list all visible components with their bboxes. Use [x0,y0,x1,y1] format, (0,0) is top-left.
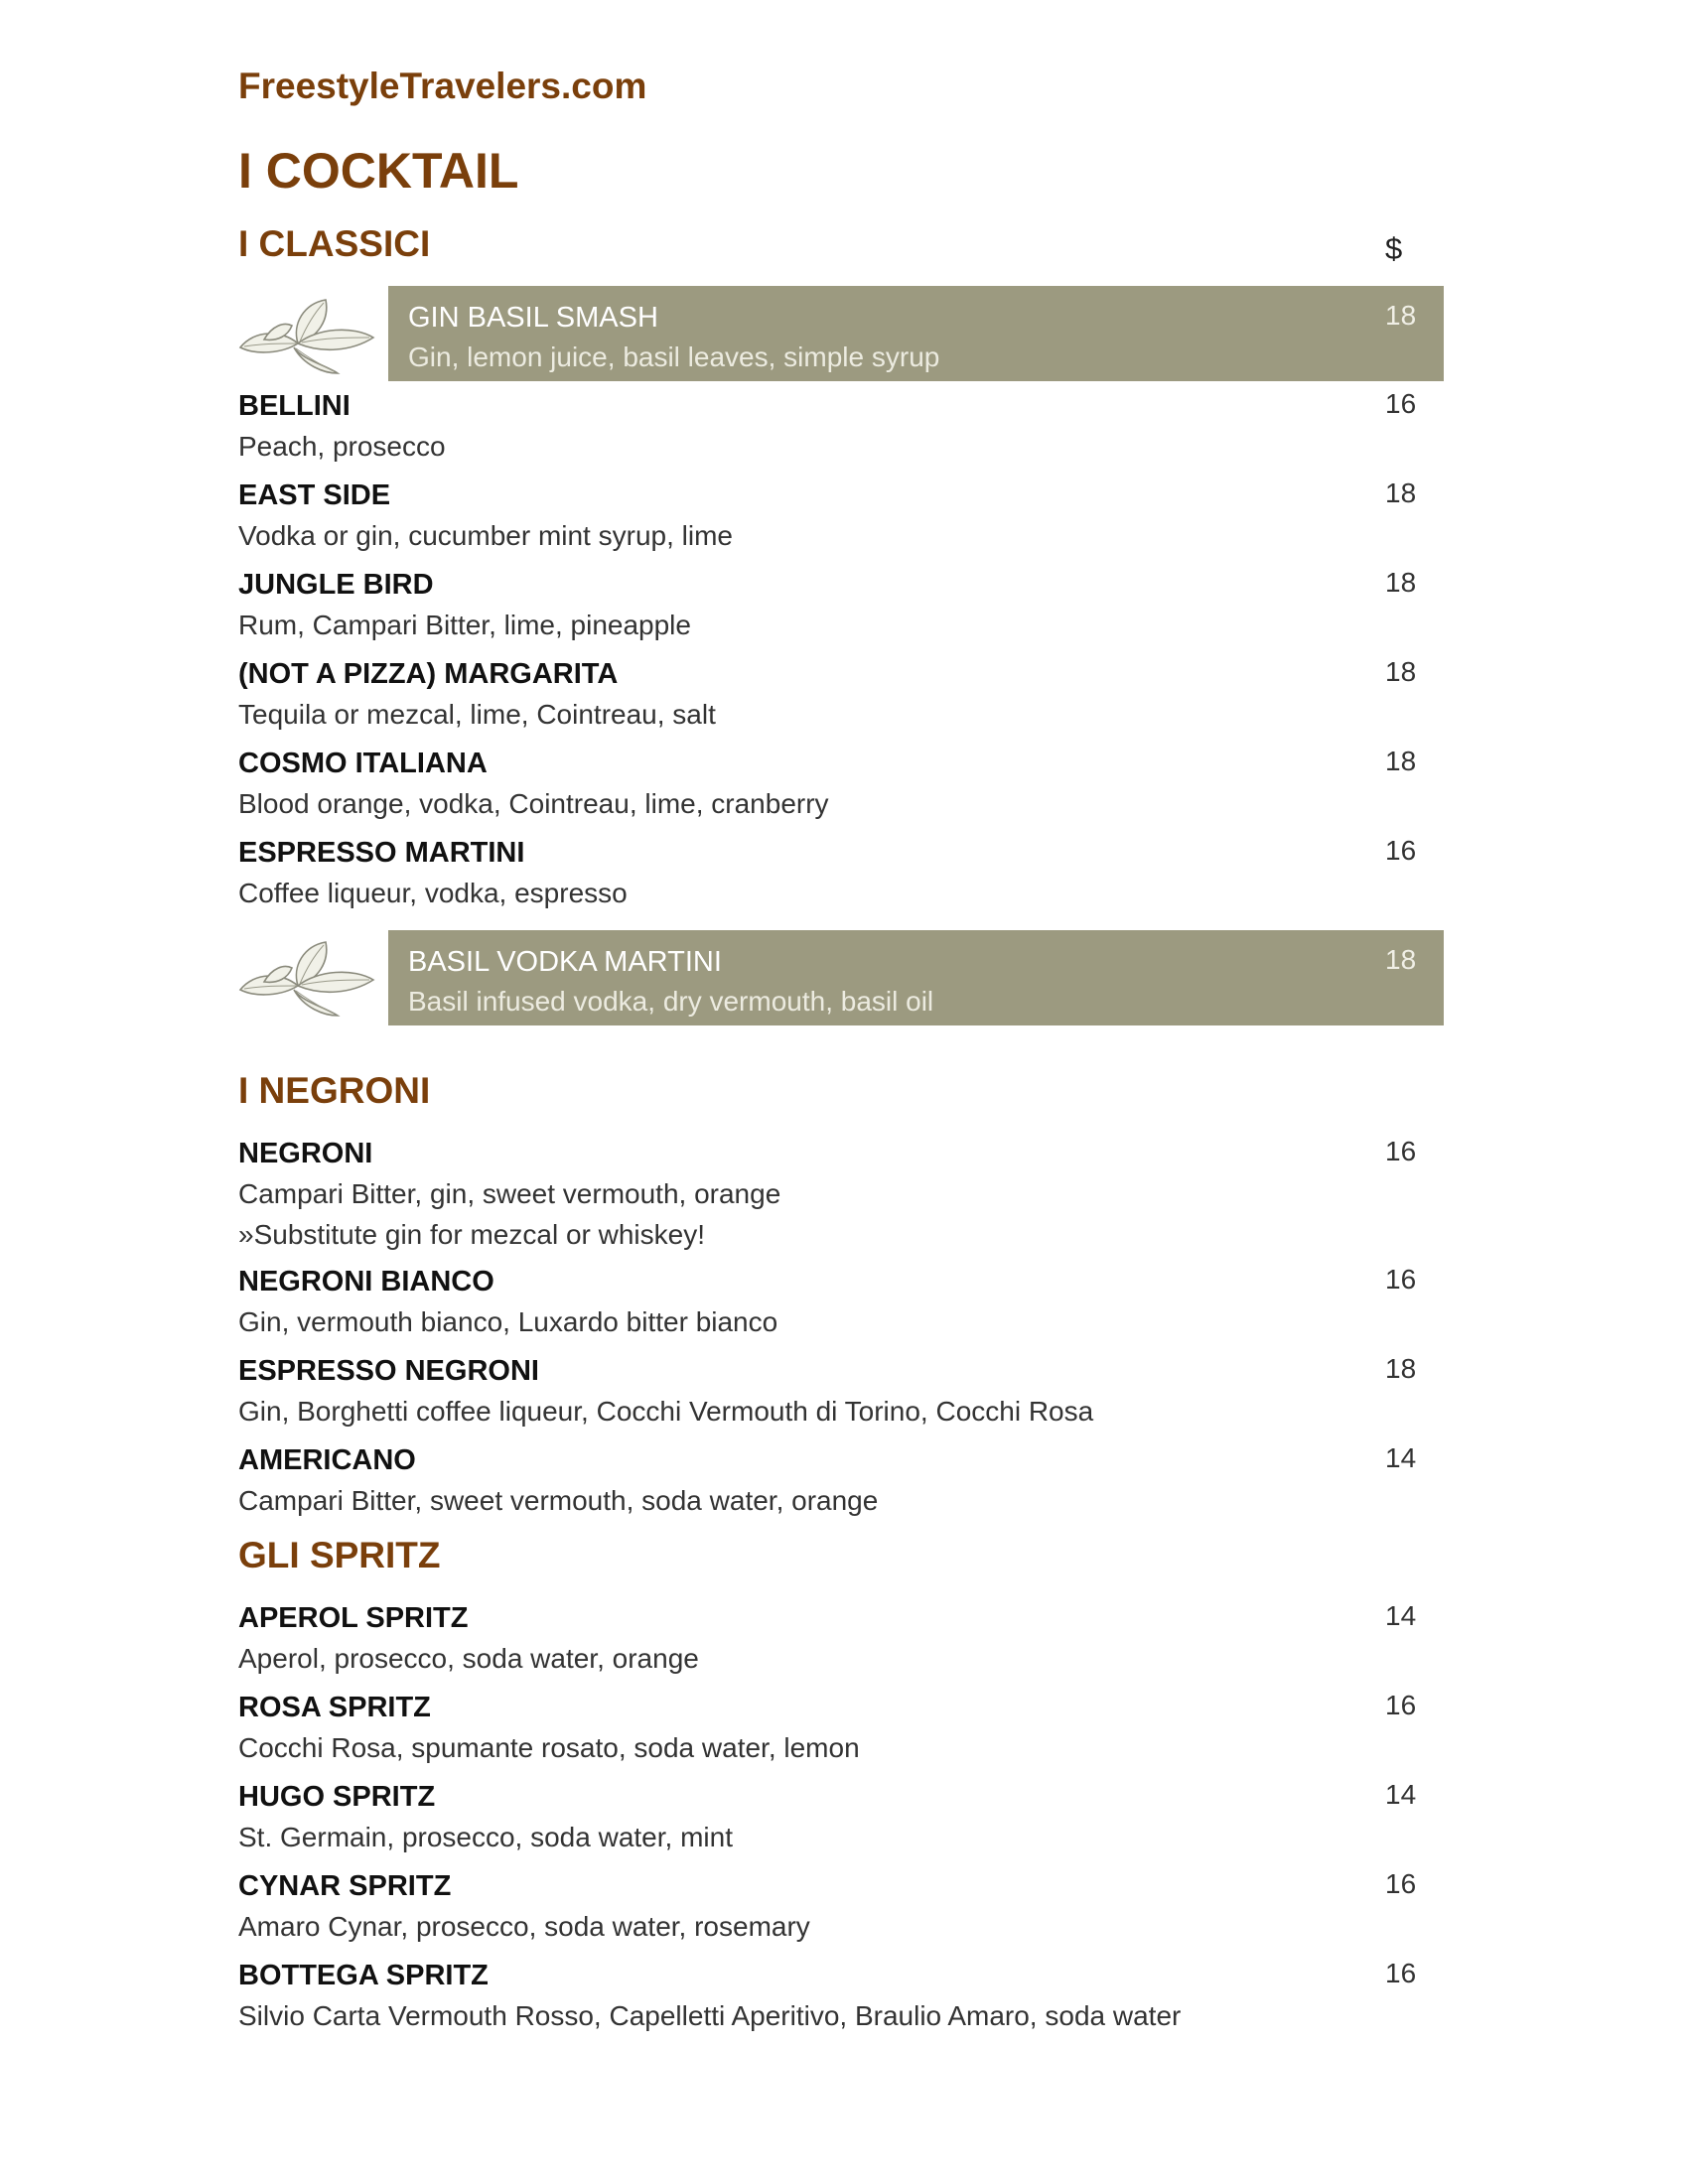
menu-item [238,656,1417,742]
item-description: Aperol, prosecco, soda water, orange [238,1643,699,1674]
item-price: 16 [1385,1868,1417,1899]
item-name: JUNGLE BIRD [238,569,434,601]
item-description: Cocchi Rosa, spumante rosato, soda water, lemon [238,1732,860,1763]
item-name: (NOT A PIZZA) MARGARITA [238,658,619,690]
item-name: APEROL SPRITZ [238,1602,469,1634]
menu-item [238,835,1417,920]
menu-item [238,1264,1417,1349]
menu-item [238,1958,1417,2043]
item-name: ROSA SPRITZ [238,1692,431,1723]
item-price: 16 [1385,1958,1417,1988]
item-price: 16 [1385,1264,1417,1295]
item-description: Blood orange, vodka, Cointreau, lime, cranberry [238,788,829,819]
item-description: Amaro Cynar, prosecco, soda water, rosemary [238,1911,810,1942]
menu-item [238,388,1417,474]
item-price: 16 [1385,835,1417,866]
item-description: Gin, lemon juice, basil leaves, simple syrup [408,341,940,372]
item-description: St. Germain, prosecco, soda water, mint [238,1822,733,1852]
menu-item [238,1136,1417,1263]
item-name: COSMO ITALIANA [238,748,488,779]
item-name: BASIL VODKA MARTINI [408,946,722,978]
menu-item [238,1868,1417,1954]
item-name: BOTTEGA SPRITZ [238,1960,489,1991]
item-price: 16 [1385,1690,1417,1720]
item-description: Rum, Campari Bitter, lime, pineapple [238,610,691,640]
menu-item [238,567,1417,652]
section-heading-classici: I CLASSICI [238,223,431,264]
item-price: 14 [1385,1600,1417,1631]
item-description: Peach, prosecco [238,431,446,462]
item-description: Gin, Borghetti coffee liqueur, Cocchi Vermouth di Torino, Cocchi Rosa [238,1396,1094,1427]
menu-item [238,1353,1417,1438]
menu-item [238,1690,1417,1775]
menu-item [238,478,1417,563]
item-price: 14 [1385,1442,1417,1473]
featured-item-gin-basil-smash [388,286,1444,381]
item-price: 18 [1385,1353,1417,1384]
item-description: Tequila or mezcal, lime, Cointreau, salt [238,699,716,730]
item-name: AMERICANO [238,1444,416,1476]
item-price: 18 [1385,567,1417,598]
item-description: Campari Bitter, sweet vermouth, soda water, orange [238,1485,879,1516]
item-description: Coffee liqueur, vodka, espresso [238,878,628,908]
item-price: 14 [1385,1779,1417,1810]
item-description: Gin, vermouth bianco, Luxardo bitter bianco [238,1306,778,1337]
item-price: 18 [1385,746,1417,776]
item-note: »Substitute gin for mezcal or whiskey! [238,1219,705,1250]
featured-item-basil-vodka-martini [388,930,1444,1025]
basil-leaf-icon [234,296,377,375]
menu-item [238,1442,1417,1528]
currency-symbol: $ [1385,231,1403,266]
item-name: BELLINI [238,390,351,422]
menu-item [238,746,1417,831]
section-heading-negroni: I NEGRONI [238,1070,431,1111]
item-price: 18 [1385,944,1417,975]
item-description: Silvio Carta Vermouth Rosso, Capelletti Aperitivo, Braulio Amaro, soda water [238,2000,1182,2031]
item-description: Campari Bitter, gin, sweet vermouth, orange [238,1178,781,1209]
menu-item [238,1600,1417,1686]
item-name: EAST SIDE [238,479,391,511]
page-title: I COCKTAIL [238,143,519,199]
item-price: 16 [1385,1136,1417,1166]
item-description: Vodka or gin, cucumber mint syrup, lime [238,520,733,551]
item-price: 18 [1385,656,1417,687]
item-name: GIN BASIL SMASH [408,302,658,334]
item-name: ESPRESSO MARTINI [238,837,525,869]
item-name: NEGRONI [238,1138,373,1169]
item-name: CYNAR SPRITZ [238,1870,452,1902]
item-price: 16 [1385,388,1417,419]
item-name: ESPRESSO NEGRONI [238,1355,539,1387]
basil-leaf-icon [234,938,377,1018]
section-heading-spritz: GLI SPRITZ [238,1535,441,1575]
item-name: HUGO SPRITZ [238,1781,436,1813]
item-price: 18 [1385,300,1417,331]
menu-item [238,1779,1417,1864]
item-price: 18 [1385,478,1417,508]
item-name: NEGRONI BIANCO [238,1266,494,1297]
item-description: Basil infused vodka, dry vermouth, basil oil [408,986,934,1017]
site-name: FreestyleTravelers.com [238,66,647,106]
